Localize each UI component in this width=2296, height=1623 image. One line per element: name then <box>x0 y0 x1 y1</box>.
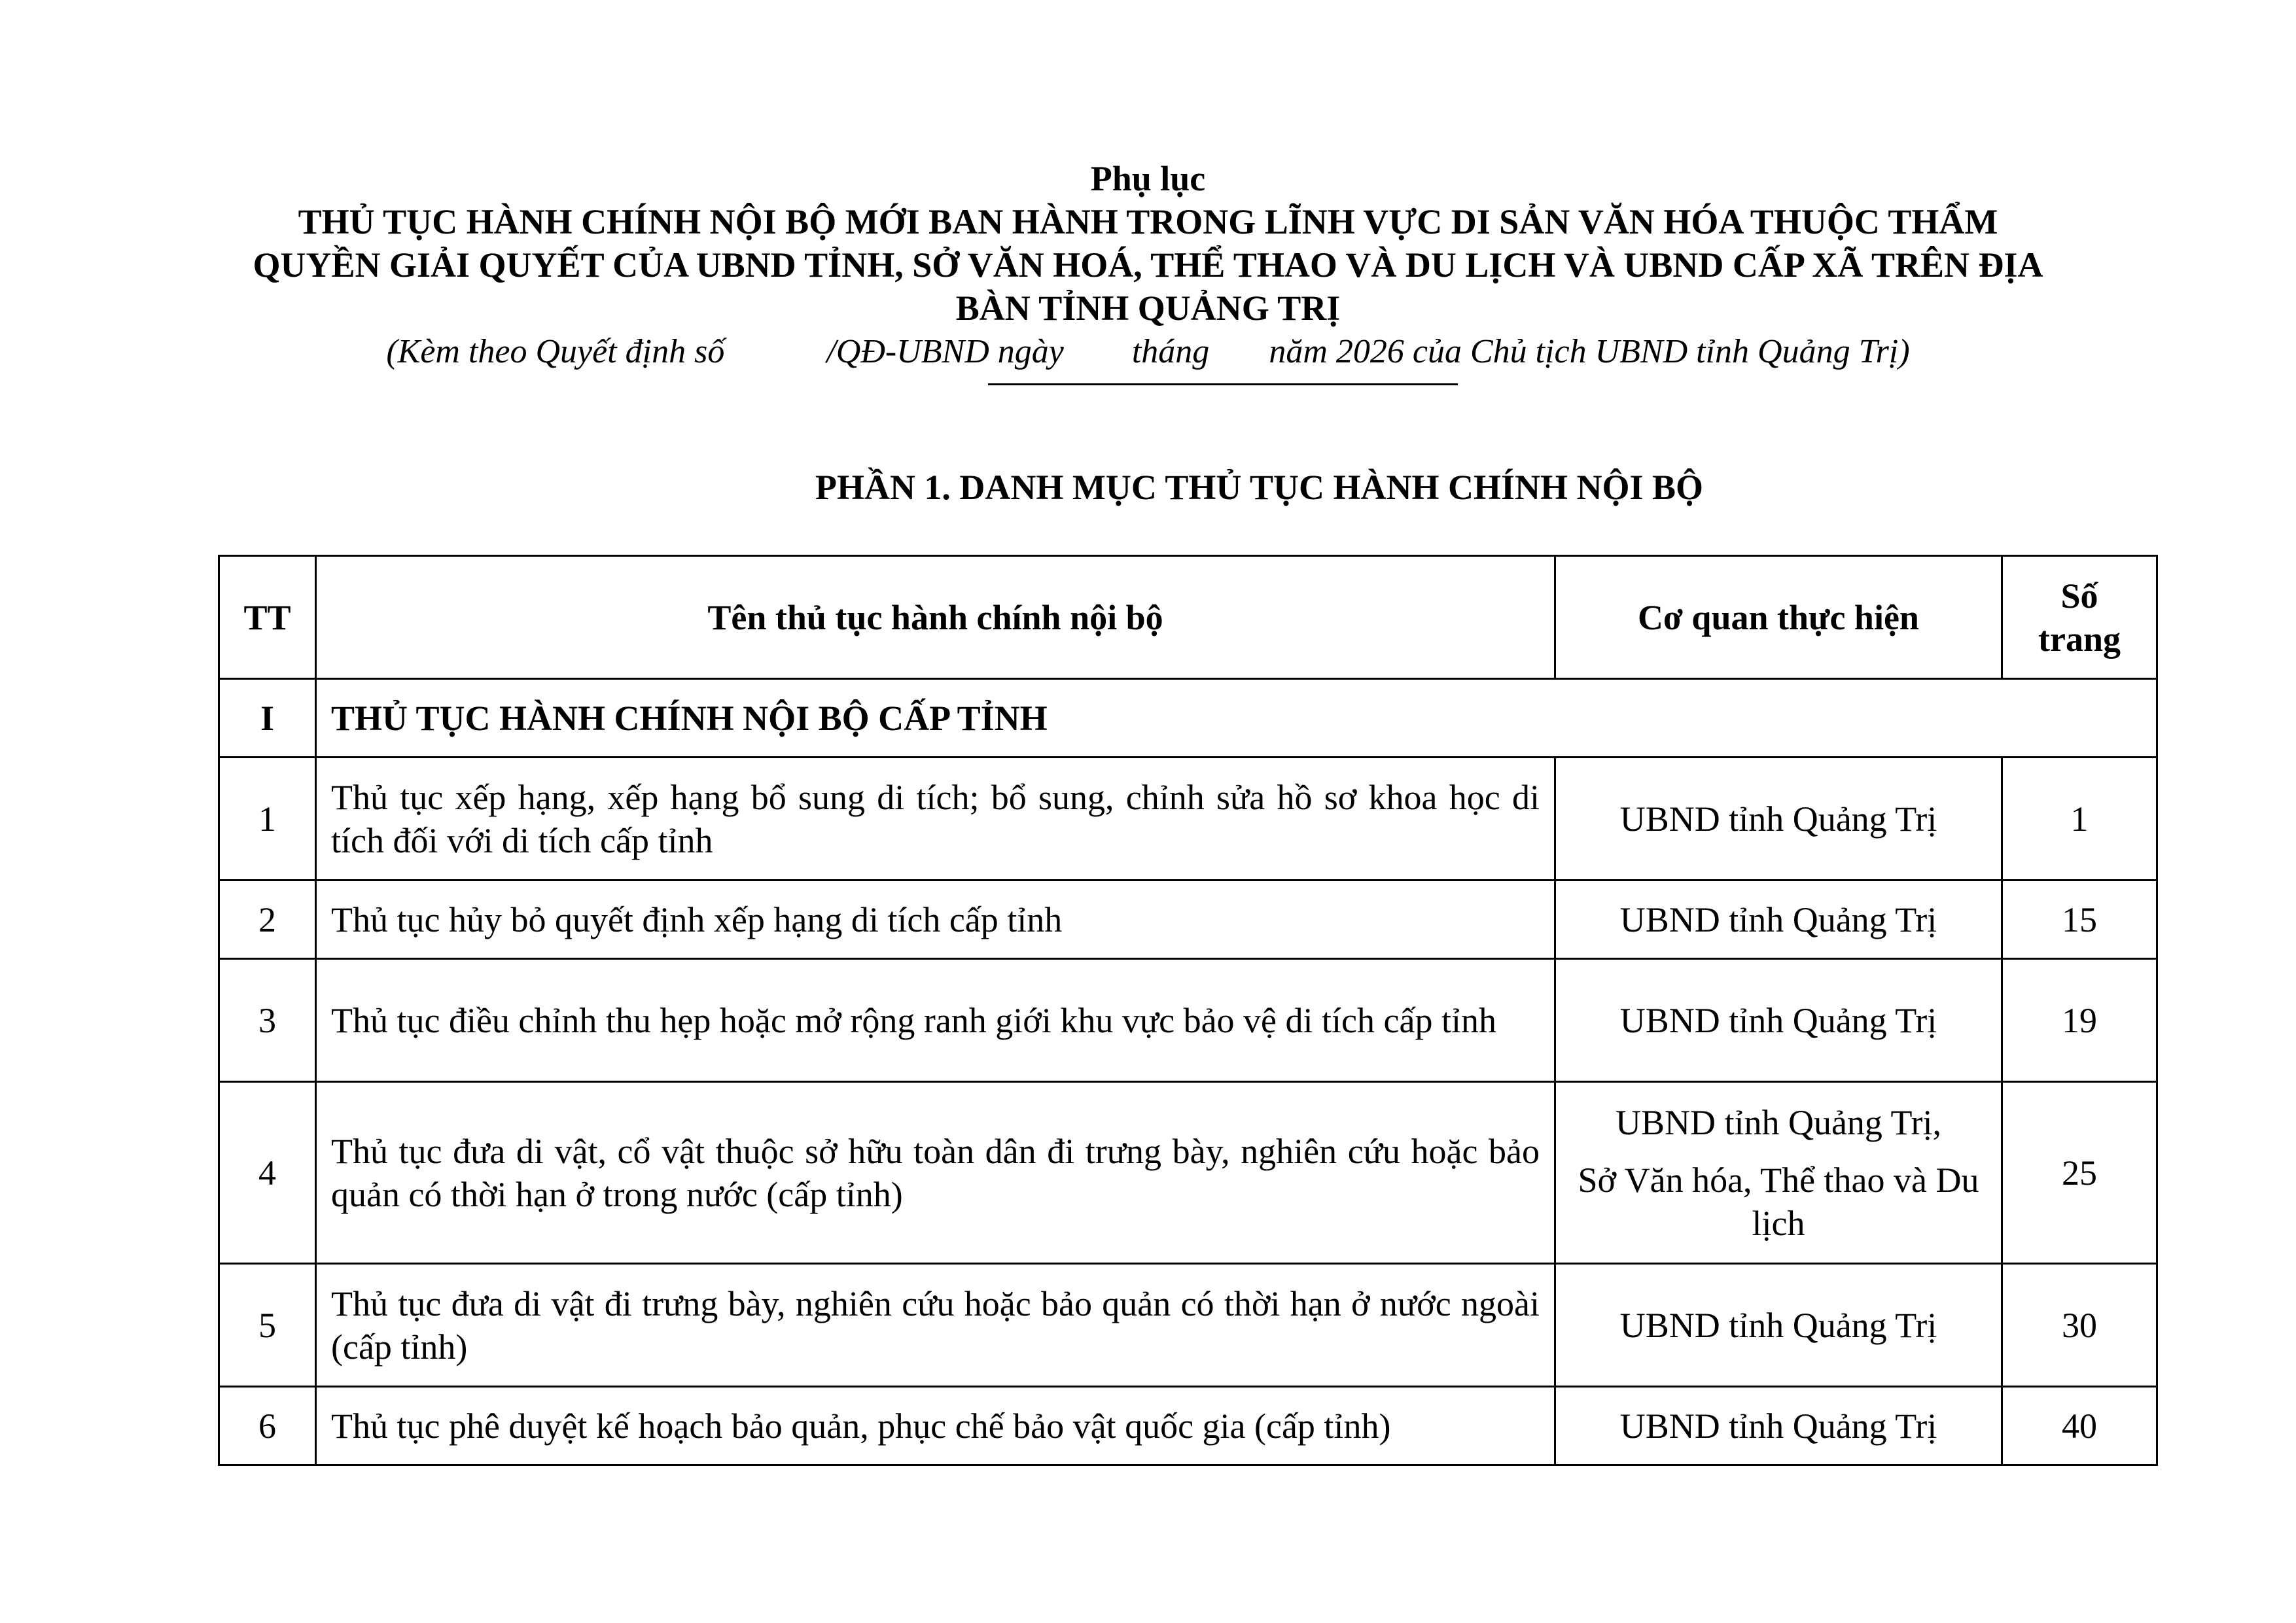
header-page <box>2002 556 2157 679</box>
row-tt: 6 <box>219 1387 316 1465</box>
table-row <box>219 1082 2157 1264</box>
decision-reference-part-4: năm 2026 của Chủ tịch UBND tỉnh Quảng Trị) <box>1269 333 1910 370</box>
decision-underline <box>988 383 1458 385</box>
header-name: Tên thủ tục hành chính nội bộ <box>316 556 1555 679</box>
procedure-table <box>218 555 2158 1466</box>
row-agency: UBND tỉnh Quảng Trị <box>1555 1387 2002 1465</box>
table-header-row <box>219 556 2157 679</box>
row-tt: 5 <box>219 1264 316 1387</box>
header-tt: TT <box>219 556 316 679</box>
table-row <box>219 881 2157 959</box>
row-page: 30 <box>2002 1264 2157 1387</box>
row-agency <box>1555 1082 2002 1264</box>
row-agency-line-2: Sở Văn hóa, Thể thao và Du lịch <box>1578 1160 1979 1243</box>
section-row <box>219 679 2157 758</box>
row-agency: UBND tỉnh Quảng Trị <box>1555 959 2002 1082</box>
row-name: Thủ tục xếp hạng, xếp hạng bổ sung di tích; bổ sung, chỉnh sửa hồ sơ khoa học di tích đối với di tích cấp tỉnh <box>316 758 1555 881</box>
decision-reference <box>0 331 2296 373</box>
decision-reference-part-1: (Kèm theo Quyết định số <box>386 333 725 370</box>
header-page-line-1: Số <box>2060 576 2098 616</box>
row-agency: UBND tỉnh Quảng Trị <box>1555 1264 2002 1387</box>
row-name: Thủ tục phê duyệt kế hoạch bảo quản, phục chế bảo vật quốc gia (cấp tỉnh) <box>316 1387 1555 1465</box>
title-line-2: QUYỀN GIẢI QUYẾT CỦA UBND TỈNH, SỞ VĂN HOÁ, THỂ THAO VÀ DU LỊCH VÀ UBND CẤP XÃ TRÊN ĐỊA <box>253 245 2043 285</box>
row-page: 40 <box>2002 1387 2157 1465</box>
row-agency: UBND tỉnh Quảng Trị <box>1555 881 2002 959</box>
row-page: 25 <box>2002 1082 2157 1264</box>
section-title: THỦ TỤC HÀNH CHÍNH NỘI BỘ CẤP TỈNH <box>316 679 2157 758</box>
row-agency-line-1: UBND tỉnh Quảng Trị, <box>1615 1102 1942 1142</box>
title-line-1: THỦ TỤC HÀNH CHÍNH NỘI BỘ MỚI BAN HÀNH TRONG LĨNH VỰC DI SẢN VĂN HÓA THUỘC THẨM <box>298 202 1998 241</box>
row-tt: 3 <box>219 959 316 1082</box>
header-page-line-2: trang <box>2038 619 2121 659</box>
row-agency: UBND tỉnh Quảng Trị <box>1555 758 2002 881</box>
row-name: Thủ tục điều chỉnh thu hẹp hoặc mở rộng ranh giới khu vực bảo vệ di tích cấp tỉnh <box>316 959 1555 1082</box>
decision-reference-part-3: tháng <box>1131 333 1210 370</box>
table-row <box>219 758 2157 881</box>
table-row <box>219 1387 2157 1465</box>
section-number: I <box>219 679 316 758</box>
appendix-heading: Phụ lục <box>1090 159 1206 198</box>
row-page: 19 <box>2002 959 2157 1082</box>
row-tt: 4 <box>219 1082 316 1264</box>
decision-reference-part-2: /QĐ-UBND ngày <box>826 333 1064 370</box>
part-title: PHẦN 1. DANH MỤC THỦ TỤC HÀNH CHÍNH NỘI BỘ <box>815 468 1704 507</box>
row-tt: 2 <box>219 881 316 959</box>
table-row <box>219 1264 2157 1387</box>
row-tt: 1 <box>219 758 316 881</box>
row-page: 15 <box>2002 881 2157 959</box>
header-agency: Cơ quan thực hiện <box>1555 556 2002 679</box>
table-row <box>219 959 2157 1082</box>
row-page: 1 <box>2002 758 2157 881</box>
row-name: Thủ tục đưa di vật đi trưng bày, nghiên cứu hoặc bảo quản có thời hạn ở nước ngoài (cấp tỉnh) <box>316 1264 1555 1387</box>
row-name: Thủ tục hủy bỏ quyết định xếp hạng di tích cấp tỉnh <box>316 881 1555 959</box>
title-line-3: BÀN TỈNH QUẢNG TRỊ <box>955 288 1341 328</box>
row-name: Thủ tục đưa di vật, cổ vật thuộc sở hữu toàn dân đi trưng bày, nghiên cứu hoặc bảo quản có thời hạn ở trong nước (cấp tỉnh) <box>316 1082 1555 1264</box>
